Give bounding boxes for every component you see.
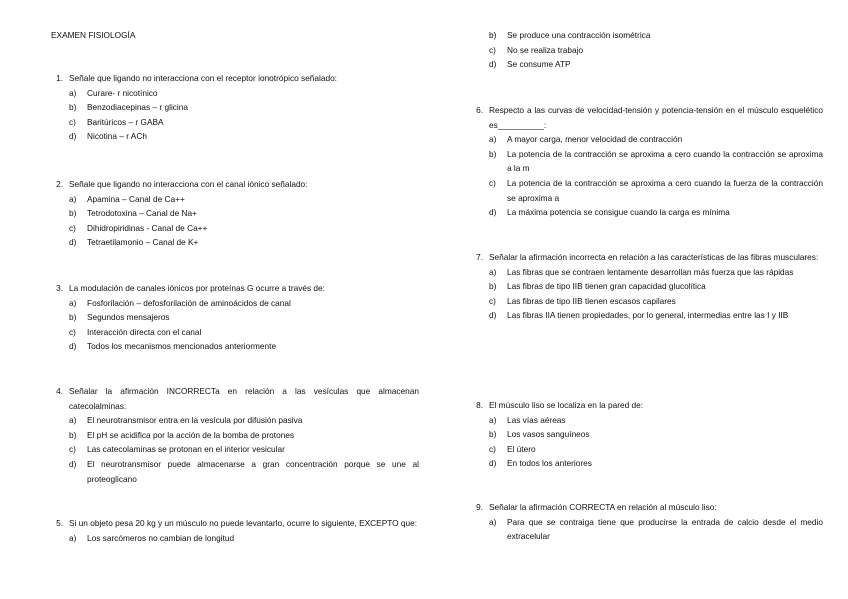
option xyxy=(51,442,419,457)
question-number: 2. xyxy=(56,179,63,189)
question-text: Si un objeto pesa 20 kg y un músculo no puede levantarlo, ocurre lo siguiente, EXCEPTO que: xyxy=(69,518,418,528)
option-text: El pH se acidifica por la acción de la bomba de protones xyxy=(87,429,295,440)
option-text: La máxima potencia se consigue cuando la carga es mínima xyxy=(507,207,730,218)
option-letter: b) xyxy=(489,30,497,40)
option-text: En todos los anteriores xyxy=(507,458,592,469)
option xyxy=(51,192,419,207)
question-number: 6. xyxy=(476,105,483,115)
option-letter: c) xyxy=(69,116,76,127)
option xyxy=(51,325,419,340)
option-letter: d) xyxy=(489,207,497,218)
option-letter: c) xyxy=(489,44,496,55)
option-letter: d) xyxy=(489,310,497,321)
option-letter: c) xyxy=(489,177,496,188)
option xyxy=(471,147,823,176)
option-text: Tetrodotoxina – Canal de Na+ xyxy=(87,208,198,219)
option xyxy=(471,413,823,428)
option-letter: c) xyxy=(69,444,76,455)
question-number: 8. xyxy=(476,400,483,410)
option-text: Las fibras IIA tienen propiedades, por lo general, intermedias entre las I y IIB xyxy=(507,310,789,321)
question-text: Respecto a las curvas de velocidad-tensión y potencia-tensión en el músculo esquelético es__________: xyxy=(489,105,823,130)
question-4 xyxy=(51,384,419,486)
option-letter: b) xyxy=(489,148,497,159)
option xyxy=(51,531,419,546)
option-text: Segundos mensajeros xyxy=(87,312,170,323)
option-text: Dihidropiridinas - Canal de Ca++ xyxy=(87,222,208,233)
option xyxy=(51,129,419,144)
question-number: 5. xyxy=(56,518,63,528)
question-text: Señalar la afirmación incorrecta en relación a las características de las fibras musculares: xyxy=(489,252,819,262)
exam-title: EXAMEN FISIOLOGÍA xyxy=(51,30,136,40)
option xyxy=(471,205,823,220)
question-6 xyxy=(471,103,823,220)
option-letter: a) xyxy=(489,266,497,277)
option-letter: c) xyxy=(69,222,76,233)
question-text: La modulación de canales iónicos por proteínas G ocurre a través de: xyxy=(69,283,325,293)
question-number: 9. xyxy=(476,502,483,512)
option xyxy=(51,115,419,130)
question-7 xyxy=(471,250,823,323)
option-letter: b) xyxy=(489,429,497,440)
option xyxy=(471,456,823,471)
option-letter: b) xyxy=(69,208,77,219)
option-text: Las fibras de tipo IIB tienen escasos capilares xyxy=(507,295,676,306)
option-letter: a) xyxy=(69,415,77,426)
question-text: Señale que ligando no interacciona con el canal iónico señalado: xyxy=(69,179,308,189)
option xyxy=(51,296,419,311)
question-text: Señalar la afirmación INCORRECTa en relación a las vesículas que almacenan catecolalminas: xyxy=(69,386,419,411)
option-letter: d) xyxy=(69,341,77,352)
option xyxy=(51,86,419,101)
option-letter: a) xyxy=(69,532,77,543)
option-letter: d) xyxy=(69,237,77,248)
option-text: Interacción directa con el canal xyxy=(87,326,202,337)
option-text: Las fibras de tipo IIB tienen gran capacidad glucolítica xyxy=(507,281,706,292)
question-text: Señalar la afirmación CORRECTA en relación al músculo liso: xyxy=(489,502,717,512)
option-letter: c) xyxy=(69,326,76,337)
question-number: 3. xyxy=(56,283,63,293)
option-text: Los vasos sanguíneos xyxy=(507,429,590,440)
option-text: Apamina – Canal de Ca++ xyxy=(87,193,185,204)
option xyxy=(471,265,823,280)
option xyxy=(51,221,419,236)
option xyxy=(471,57,823,72)
option-letter: d) xyxy=(489,458,497,469)
question-2 xyxy=(51,177,419,250)
option xyxy=(471,28,823,43)
option-text: El neurotransmisor puede almacenarse a gran concentración porque se une al proteoglicano xyxy=(87,458,419,484)
option xyxy=(471,43,823,58)
option xyxy=(471,294,823,309)
option-text: Tetraetilamonio – Canal de K+ xyxy=(87,237,199,248)
question-1 xyxy=(51,71,419,144)
option-letter: b) xyxy=(69,312,77,323)
question-number: 7. xyxy=(476,252,483,262)
option-text: Curare- r nicotínico xyxy=(87,87,158,98)
option-text: No se realiza trabajo xyxy=(507,44,584,55)
option-letter: a) xyxy=(489,134,497,145)
question-number: 1. xyxy=(56,73,63,83)
option-text: El neurotransmisor entra en la vesícula por difusión pasiva xyxy=(87,415,303,426)
option-text: El útero xyxy=(507,443,536,454)
option-letter: d) xyxy=(69,131,77,142)
option-letter: d) xyxy=(489,59,497,70)
question-number: 4. xyxy=(56,386,63,396)
option xyxy=(51,100,419,115)
option xyxy=(51,457,419,486)
question-9 xyxy=(471,500,823,544)
option xyxy=(51,206,419,221)
option-letter: d) xyxy=(69,458,77,469)
option-letter: a) xyxy=(69,193,77,204)
option-text: Los sarcómeros no cambian de longitud xyxy=(87,532,235,543)
option xyxy=(471,308,823,323)
option-letter: a) xyxy=(69,87,77,98)
question-3 xyxy=(51,281,419,354)
option-text: Fosforilación – defosforilación de aminoácidos de canal xyxy=(87,297,291,308)
option xyxy=(471,442,823,457)
option-letter: b) xyxy=(489,281,497,292)
option xyxy=(51,413,419,428)
option-text: Benzodiacepinas – r glicina xyxy=(87,102,189,113)
option-text: Las vías aéreas xyxy=(507,414,566,425)
option-letter: c) xyxy=(489,443,496,454)
option-letter: c) xyxy=(489,295,496,306)
option-text: Baritúricos – r GABA xyxy=(87,116,164,127)
question-8 xyxy=(471,398,823,471)
option-letter: b) xyxy=(69,429,77,440)
question-text: El músculo liso se localiza en la pared de: xyxy=(489,400,644,410)
option xyxy=(51,235,419,250)
option xyxy=(471,176,823,205)
option-letter: b) xyxy=(69,102,77,113)
option xyxy=(471,279,823,294)
option xyxy=(51,339,419,354)
option-letter: a) xyxy=(489,414,497,425)
option-text: La potencia de la contracción se aproxima a cero cuando la fuerza de la contracción se aproxima a xyxy=(507,177,823,203)
option-text: Se produce una contracción isométrica xyxy=(507,30,651,40)
option-text: Las catecolaminas se protonan en el interior vesicular xyxy=(87,444,285,455)
option xyxy=(51,428,419,443)
option-text: La potencia de la contracción se aproxima a cero cuando la contracción se aproxima a la m xyxy=(507,148,823,174)
question-5-continued xyxy=(471,28,823,72)
option-letter: a) xyxy=(489,516,497,527)
option xyxy=(471,427,823,442)
option-text: Todos los mecanismos mencionados anteriormente xyxy=(87,341,277,352)
option-text: Las fibras que se contraen lentamente desarrollan más fuerza que las rápidas xyxy=(507,266,794,277)
question-5 xyxy=(51,516,419,545)
option xyxy=(471,515,823,544)
option xyxy=(51,310,419,325)
option-letter: a) xyxy=(69,297,77,308)
option-text: Nicotina – r ACh xyxy=(87,131,147,142)
option-text: Se consume ATP xyxy=(507,59,571,70)
option xyxy=(471,132,823,147)
option-text: Para que se contraiga tiene que producirse la entrada de calcio desde el medio extracelular xyxy=(507,516,823,542)
question-text: Señale que ligando no interacciona con el receptor ionotrópico señalado: xyxy=(69,73,337,83)
option-text: A mayor carga, menor velocidad de contracción xyxy=(507,134,683,145)
